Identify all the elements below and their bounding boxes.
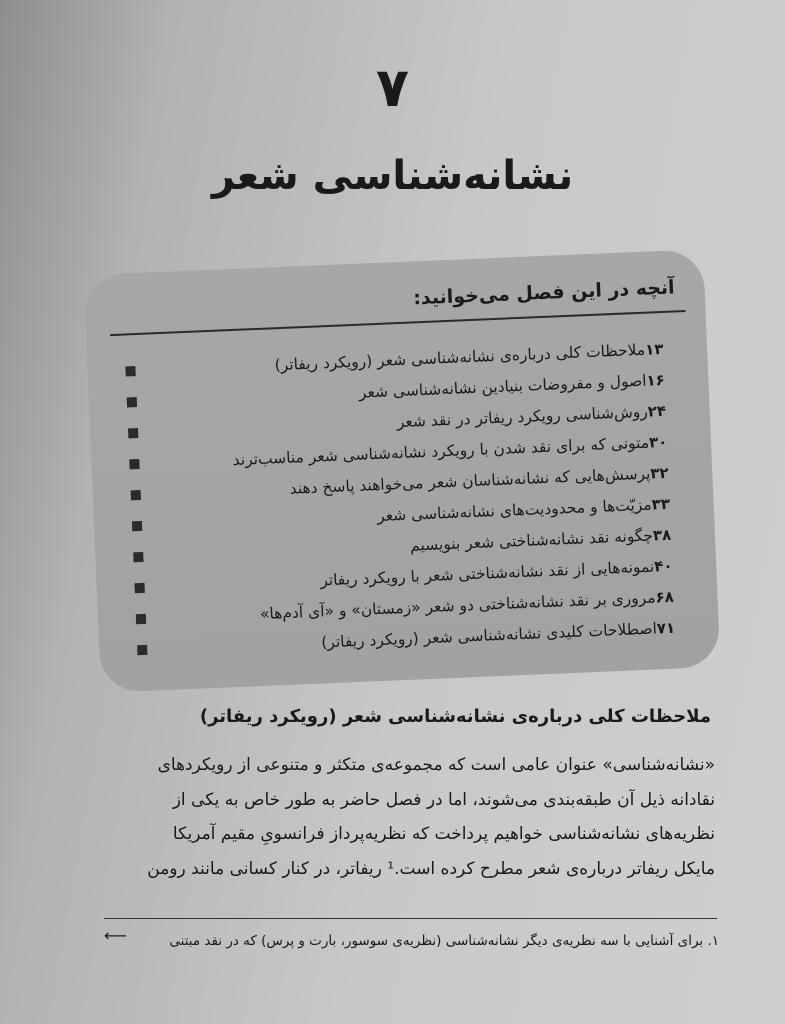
contents-item-page: ۲۴ bbox=[647, 401, 667, 421]
body-line: مایکل ریفاتر درباره‌ی شعر مطرح کرده است.¹ ریفاتر، در کنار کسانی مانند رومن bbox=[147, 858, 715, 879]
contents-item-page: ۳۰ bbox=[648, 432, 668, 452]
contents-item-title: متونی که برای نقد شدن با رویکرد نشانه‌شناسی شعر مناسب‌ترند bbox=[232, 433, 650, 469]
contents-item-title: روش‌شناسی رویکرد ریفاتر در نقد شعر bbox=[396, 402, 649, 431]
contents-heading: آنچه در این فصل می‌خوانید: bbox=[412, 276, 676, 310]
contents-item-page: ۳۳ bbox=[651, 494, 671, 514]
chapter-number: ۷ bbox=[376, 56, 409, 119]
square-bullet-icon bbox=[125, 366, 135, 376]
chapter-contents-box bbox=[84, 249, 721, 693]
contents-item-page: ۳۸ bbox=[652, 525, 672, 545]
contents-item-title: ملاحظات کلی درباره‌ی نشانه‌شناسی شعر (رویکرد ریفاتر) bbox=[274, 340, 646, 374]
footnote-divider bbox=[104, 918, 717, 919]
contents-item-title: مروری بر نقد نشانه‌شناختی دو شعر «زمستان» و «آی آدم‌ها» bbox=[259, 588, 656, 623]
body-line: نظریه‌های نشانه‌شناسی خواهیم پرداخت که نظریه‌پرداز فرانسویِ مقیم آمریکا bbox=[172, 824, 715, 844]
contents-item-page: ۱۳ bbox=[644, 339, 664, 359]
square-bullet-icon bbox=[132, 520, 142, 530]
contents-item-title: اصول و مفروضات بنیادین نشانه‌شناسی شعر bbox=[358, 371, 647, 402]
section-heading: ملاحظات کلی درباره‌ی نشانه‌شناسی شعر (رویکرد ریفاتر) bbox=[199, 706, 711, 727]
contents-list bbox=[111, 332, 697, 666]
contents-item-page: ۶۸ bbox=[655, 587, 675, 606]
contents-item-page: ۴۰ bbox=[653, 556, 673, 576]
continue-arrow-icon: ⟵ bbox=[104, 926, 127, 945]
square-bullet-icon bbox=[128, 428, 138, 438]
contents-item-title: اصطلاحات کلیدی نشانه‌شناسی شعر (رویکرد ریفاتر) bbox=[320, 618, 658, 652]
contents-item-page: ۱۶ bbox=[646, 370, 666, 390]
contents-item-title: مزیّت‌ها و محدودیت‌های نشانه‌شناسی شعر bbox=[376, 495, 652, 525]
square-bullet-icon bbox=[131, 489, 141, 499]
contents-divider bbox=[110, 310, 686, 336]
chapter-title: نشانه‌شناسی شعر bbox=[211, 153, 574, 199]
contents-item-page: ۳۲ bbox=[649, 463, 669, 483]
square-bullet-icon bbox=[129, 458, 139, 468]
contents-item-page: ۷۱ bbox=[656, 618, 676, 637]
square-bullet-icon bbox=[137, 644, 147, 654]
square-bullet-icon bbox=[134, 582, 144, 592]
square-bullet-icon bbox=[127, 397, 137, 407]
square-bullet-icon bbox=[136, 613, 146, 623]
body-paragraph bbox=[98, 748, 715, 886]
footnote: ۱. برای آشنایی با سه نظریه‌ی دیگر نشانه‌شناسی (نظریه‌ی سوسور، بارت و پرس) که در نقد مبتنی bbox=[169, 933, 719, 949]
body-line: نقادانه ذیل آن طبقه‌بندی می‌شوند، اما در فصل حاضر به طور خاص به یکی از bbox=[172, 789, 715, 810]
body-line: «نشانه‌شناسی» عنوان عامی است که مجموعه‌ی متکثر و متنوعی از رویکردهای bbox=[157, 755, 715, 775]
square-bullet-icon bbox=[133, 551, 143, 561]
contents-item-title: چگونه نقد نشانه‌شناختی شعر بنویسیم bbox=[409, 526, 654, 555]
contents-item-title: نمونه‌هایی از نقد نشانه‌شناختی شعر با رویکرد ریفاتر bbox=[319, 557, 655, 590]
contents-item-title: پرسش‌هایی که نشانه‌شناسان شعر می‌خواهند پاسخ دهند bbox=[289, 464, 651, 498]
